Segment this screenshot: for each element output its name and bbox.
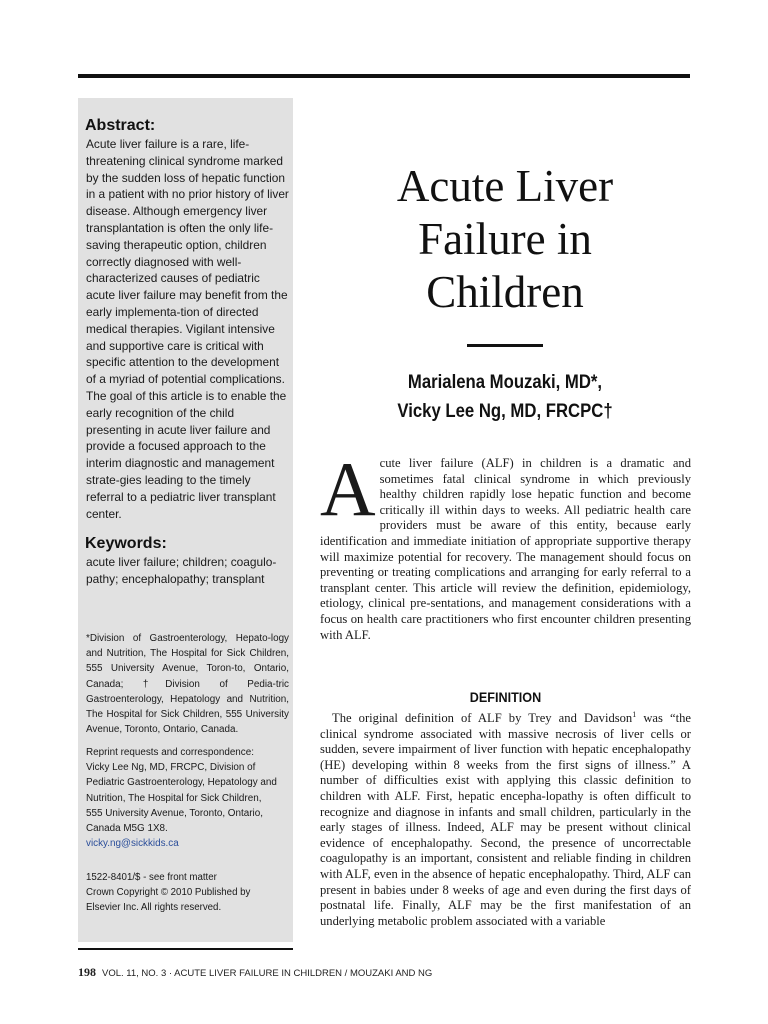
rights-line: Elsevier Inc. All rights reserved.	[86, 902, 222, 914]
reprint-line: 555 University Avenue, Toronto, Ontario,	[86, 807, 263, 819]
page-footer	[78, 965, 432, 980]
author-list	[360, 368, 650, 426]
reprint-line: Pediatric Gastroenterology, Hepatology and	[86, 777, 277, 789]
reprint-line: Nutrition, The Hospital for Sick Children,	[86, 792, 262, 804]
rights-line: Crown Copyright © 2010 Published by	[86, 887, 251, 899]
keywords-heading: Keywords:	[85, 535, 167, 552]
author-name: Vicky Lee Ng, MD, FRCPC†	[397, 401, 613, 422]
body-column	[320, 446, 691, 643]
reprint-line: Vicky Lee Ng, MD, FRCPC, Division of	[86, 762, 256, 774]
author-name: Marialena Mouzaki, MD*,	[407, 372, 603, 393]
sidebar-bottom-rule	[78, 948, 293, 950]
section-heading: DEFINITION	[469, 689, 542, 705]
rights-block	[86, 870, 291, 916]
definition-text-continued: was “the clinical syndrome associated with massive necrosis of liver cells or sudden, severe impairment of liver function with hepatic encephalopathy (HE) developing within 8 weeks from the first signs of illness.” A number of difficulties exist with applying this classic definition to children with ALF. First, hepatic encepha-lopathy is often difficult to recognize and diagnose in infants and small children, particularly in the early stages of illness. Indeed, ALF may be present without clinical evidence of encephalopathy. Second, the presence of uncorrectable coagulopathy is an important, consistent and reliable finding in children with ALF, even in the absence of hepatic encephalopathy. Third, ALF can present in babies under 8 weeks of age and even during the first days of postnatal life. Finally, ALF may be the first manifestation of an underlying metabolic problem associated with a variable	[320, 711, 691, 928]
abstract-text: Acute liver failure is a rare, life-threatening clinical syndrome marked by the sudden loss of hepatic function in a patient with no prior history of liver disease. Although emergency liver transplantation is often the only life-saving therapeutic option, children correctly diagnosed with well-characterized causes of pediatric acute liver failure may benefit from the early implementa-tion of directed medical therapies. Vigilant intensive and supportive care is critical with specific attention to the development of a myriad of potential complications. The goal of this article is to enable the early recognition of the child presenting in acute liver failure and provide a focused approach to the interim diagnostic and management strate-gies leading to the timely referral to a pediatric liver transplant center.	[86, 137, 289, 521]
article-title: Acute Liver Failure in Children	[396, 161, 614, 317]
drop-cap: A	[320, 446, 376, 532]
affiliations-text: *Division of Gastroenterology, Hepato-logy and Nutrition, The Hospital for Sick Children, 555 University Avenue, Toron-to, Ontario, Canada; †Division of Pedia-tric Gastroenterology, Hepatology and Nutrition, The Hospital for Sick Children, 555 University Avenue, Toronto, Ontario, Canada.	[86, 633, 289, 736]
definition-text: The original definition of ALF by Trey and Davidson	[332, 711, 633, 725]
intro-text: cute liver failure (ALF) in children is a dramatic and sometimes fatal clinical syndrome in which previously healthy children rapidly lose hepatic function and become critically ill within days to weeks. All pediatric health care providers must be aware of this entity, because early identification and immediate initiation of appropriate supportive therapy will maximize potential for recovery. The management should focus on preventing or treating complications and arranging for early referral to a transplant center. This article will review the definition, epidemiology, etiology, clinical pre-sentations, and management considerations with a focus on health care practitioners who first encounter children presenting with ALF.	[320, 456, 691, 642]
page-number: 198	[78, 965, 96, 979]
keywords-text: acute liver failure; children; coagulo-pathy; encephalopathy; transplant	[86, 555, 277, 586]
top-rule	[78, 74, 690, 78]
rights-line: 1522-8401/$ - see front matter	[86, 872, 217, 883]
title-divider	[467, 344, 543, 347]
definition-paragraph	[320, 711, 691, 929]
intro-paragraph	[320, 446, 691, 643]
running-head: VOL. 11, NO. 3 · ACUTE LIVER FAILURE IN CHILDREN / MOUZAKI AND NG	[102, 968, 433, 979]
reprint-line: Canada M5G 1X8.	[86, 823, 168, 835]
abstract-heading: Abstract:	[85, 117, 156, 134]
email-link[interactable]: vicky.ng@sickkids.ca	[86, 838, 179, 850]
reprint-block	[86, 745, 291, 851]
reference-marker[interactable]: 1	[632, 709, 637, 719]
reprint-line: Reprint requests and correspondence:	[86, 747, 254, 758]
sidebar	[78, 98, 293, 942]
